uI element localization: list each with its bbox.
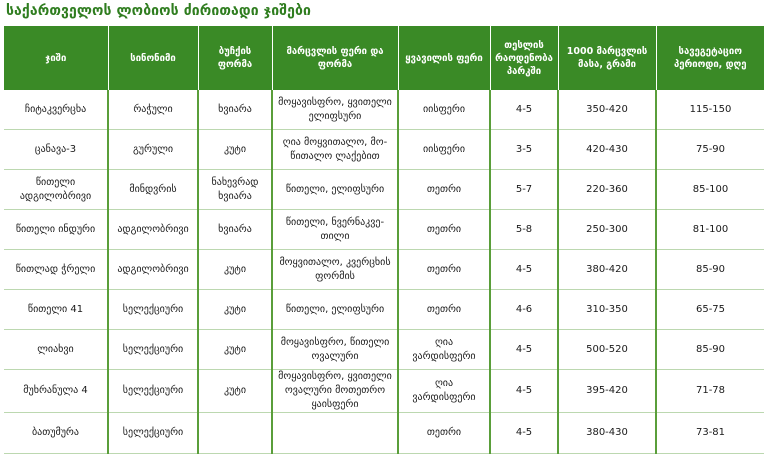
cell-bush-form: კუტი [198, 370, 272, 413]
table-row [4, 290, 764, 330]
column-header-seed-color-form: მარცვლის ფერი და ფორმა [272, 26, 398, 90]
cell-variety: ცანავა-3 [4, 130, 108, 170]
cell-bush-form: ხვიარა [198, 210, 272, 250]
cell-synonym: სელექციური [108, 330, 198, 370]
cell-mass-1000: 220-360 [558, 170, 656, 210]
cell-seed-color-form: მოყავისფრო, ყვითელი ოვალური მოთეთრო ყაისფერი [272, 370, 398, 413]
cell-flower-color: თეთრი [398, 170, 490, 210]
cell-seeds-per-pod: 4-5 [490, 250, 558, 290]
cell-flower-color: თეთრი [398, 413, 490, 454]
table-row [4, 170, 764, 210]
cell-synonym: გურული [108, 130, 198, 170]
cell-synonym: სელექციური [108, 290, 198, 330]
cell-mass-1000: 310-350 [558, 290, 656, 330]
table-row [4, 370, 764, 413]
cell-variety: წითელი ადგილობრივი [4, 170, 108, 210]
cell-vegetation-period: 65-75 [656, 290, 764, 330]
cell-vegetation-period: 115-150 [656, 90, 764, 130]
cell-flower-color: თეთრი [398, 210, 490, 250]
cell-vegetation-period: 85-90 [656, 250, 764, 290]
cell-variety: მუხრანულა 4 [4, 370, 108, 413]
cell-bush-form: ხვიარა [198, 90, 272, 130]
cell-seeds-per-pod: 3-5 [490, 130, 558, 170]
cell-seeds-per-pod: 4-5 [490, 370, 558, 413]
cell-mass-1000: 380-420 [558, 250, 656, 290]
cell-seed-color-form: მოყავისფრო, ყვითელი ელიფსური [272, 90, 398, 130]
cell-seed-color-form: მოყავისფრო, წითელი ოვალური [272, 330, 398, 370]
cell-synonym: ადგილობრივი [108, 250, 198, 290]
cell-bush-form: კუტი [198, 130, 272, 170]
cell-synonym: სელექციური [108, 413, 198, 454]
cell-flower-color: იისფერი [398, 90, 490, 130]
table-row [4, 210, 764, 250]
cell-seeds-per-pod: 4-5 [490, 90, 558, 130]
cell-bush-form [198, 413, 272, 454]
cell-synonym: რაჭული [108, 90, 198, 130]
cell-synonym: ადგილობრივი [108, 210, 198, 250]
cell-vegetation-period: 75-90 [656, 130, 764, 170]
table-row [4, 90, 764, 130]
cell-bush-form: კუტი [198, 290, 272, 330]
cell-synonym: მინდვრის [108, 170, 198, 210]
column-header-seeds-per-pod: თესლის რაოდენობა პარკში [490, 26, 558, 90]
cell-seed-color-form: მოყვითალო, კვერცხის ფორმის [272, 250, 398, 290]
cell-flower-color: იისფერი [398, 130, 490, 170]
cell-vegetation-period: 71-78 [656, 370, 764, 413]
cell-seeds-per-pod: 4-5 [490, 413, 558, 454]
column-header-mass-1000: 1000 მარცვლის მასა, გრამი [558, 26, 656, 90]
cell-vegetation-period: 73-81 [656, 413, 764, 454]
cell-mass-1000: 500-520 [558, 330, 656, 370]
cell-variety: წითლად ჭრელი [4, 250, 108, 290]
cell-vegetation-period: 85-100 [656, 170, 764, 210]
column-header-vegetation-period: სავეგეტაციო პერიოდი, დღე [656, 26, 764, 90]
cell-variety: წითელი ინდური [4, 210, 108, 250]
cell-mass-1000: 420-430 [558, 130, 656, 170]
cell-seed-color-form: წითელი, ელიფსური [272, 170, 398, 210]
cell-variety: ბათუმურა [4, 413, 108, 454]
cell-vegetation-period: 81-100 [656, 210, 764, 250]
cell-seed-color-form: წითელი, ნვერნაკვე-თილი [272, 210, 398, 250]
cell-mass-1000: 250-300 [558, 210, 656, 250]
table-row [4, 250, 764, 290]
cell-flower-color: ღია ვარდისფერი [398, 330, 490, 370]
page-title: საქართველოს ლობიოს ძირითადი ჯიშები [6, 3, 311, 19]
cell-mass-1000: 380-430 [558, 413, 656, 454]
cell-flower-color: ღია ვარდისფერი [398, 370, 490, 413]
cell-seeds-per-pod: 4-6 [490, 290, 558, 330]
cell-seeds-per-pod: 4-5 [490, 330, 558, 370]
cell-variety: წითელი 41 [4, 290, 108, 330]
cell-bush-form: ნახევრად ხვიარა [198, 170, 272, 210]
cell-seed-color-form [272, 413, 398, 454]
table-row [4, 413, 764, 454]
column-header-synonym: სინონიმი [108, 26, 198, 90]
column-header-variety: ჯიში [4, 26, 108, 90]
cell-bush-form: კუტი [198, 250, 272, 290]
cell-flower-color: თეთრი [398, 250, 490, 290]
cell-seeds-per-pod: 5-8 [490, 210, 558, 250]
cell-seed-color-form: წითელი, ელიფსური [272, 290, 398, 330]
cell-seed-color-form: ღია მოყვითალო, მო-წითალო ლაქებით [272, 130, 398, 170]
cell-flower-color: თეთრი [398, 290, 490, 330]
table-row [4, 330, 764, 370]
cell-vegetation-period: 85-90 [656, 330, 764, 370]
cell-mass-1000: 395-420 [558, 370, 656, 413]
table-row [4, 130, 764, 170]
cell-variety: ლიახვი [4, 330, 108, 370]
cell-synonym: სელექციური [108, 370, 198, 413]
column-header-bush-form: ბუჩქის ფორმა [198, 26, 272, 90]
cell-bush-form: კუტი [198, 330, 272, 370]
cell-mass-1000: 350-420 [558, 90, 656, 130]
table-header-row [4, 26, 764, 90]
cell-variety: ჩიტაკვერცხა [4, 90, 108, 130]
column-header-flower-color: ყვავილის ფერი [398, 26, 490, 90]
cell-seeds-per-pod: 5-7 [490, 170, 558, 210]
bean-varieties-table [4, 26, 764, 454]
